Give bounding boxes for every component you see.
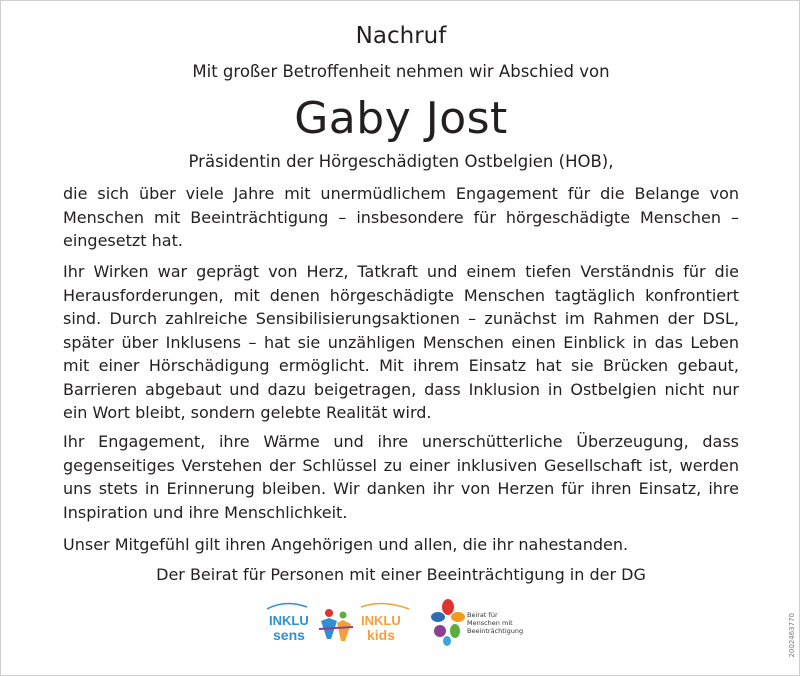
inklusens-top-text: INKLU (269, 613, 309, 628)
inklusens-inklukids-logo (263, 599, 413, 647)
beirat-line: Menschen mit (467, 619, 513, 627)
people-figures-icon (319, 609, 353, 641)
intro-line: Mit großer Betroffenheit nehmen wir Abschied von (192, 62, 610, 81)
paragraph-memory: Ihr Engagement, ihre Wärme und ihre unerschütterliche Überzeugung, dass gegenseitiges Verstehen der Schlüssel zu einer inklusiven Gesellschaft ist, werden uns stets in Erinnerung bleiben. Wir danken ihr von Herzen für ihren Einsatz, ihre Inspiration und ihre Menschlichkeit. (63, 432, 739, 522)
paragraph-condolence: Unser Mitgefühl gilt ihren Angehörigen und allen, die ihr nahestanden. (63, 535, 629, 554)
beirat-logo (431, 597, 561, 649)
paragraph-work: Ihr Wirken war geprägt von Herz, Tatkraft und einem tiefen Verständnis für die Herausforderungen, mit denen hörgeschädigte Menschen tagtäglich konfrontiert sind. Durch zahlreiche Sensibilisierungsaktionen – zunächst im Rahmen der DSL, später über Inklusens – hat sie unzähligen Menschen einen Einblick in das Leben mit einer Hörschädigung ermöglicht. Mit ihrem Einsatz hat sie Brücken gebaut, Barrieren abgebaut und dazu beigetragen, dass Inklusion in Ostbelgien nicht nur ein Wort bleibt, sondern gelebte Realität wird. (63, 262, 739, 422)
logos-row (263, 597, 563, 657)
reference-number: 2002463770 (788, 613, 796, 658)
paragraph-engagement: die sich über viele Jahre mit unermüdlichem Engagement für die Belange von Menschen mit Beeinträchtigung – insbesondere für hörgeschädigte Menschen – eingesetzt hat. (63, 184, 739, 250)
notice-heading: Nachruf (355, 23, 447, 49)
beirat-text (467, 611, 523, 635)
inklukids-bottom-text: kids (367, 627, 396, 643)
signature-line: Der Beirat für Personen mit einer Beeinträchtigung in der DG (156, 565, 646, 584)
inklukids-top-text: INKLU (361, 613, 401, 628)
deceased-role: Präsidentin der Hörgeschädigten Ostbelgien (HOB), (188, 152, 614, 171)
deceased-name: Gaby Jost (294, 93, 508, 144)
inklusens-bottom-text: sens (273, 627, 305, 643)
beirat-line: Beeinträchtigung (467, 627, 524, 635)
beirat-line: Beirat für (467, 611, 498, 619)
beirat-flower-icon (431, 597, 465, 649)
